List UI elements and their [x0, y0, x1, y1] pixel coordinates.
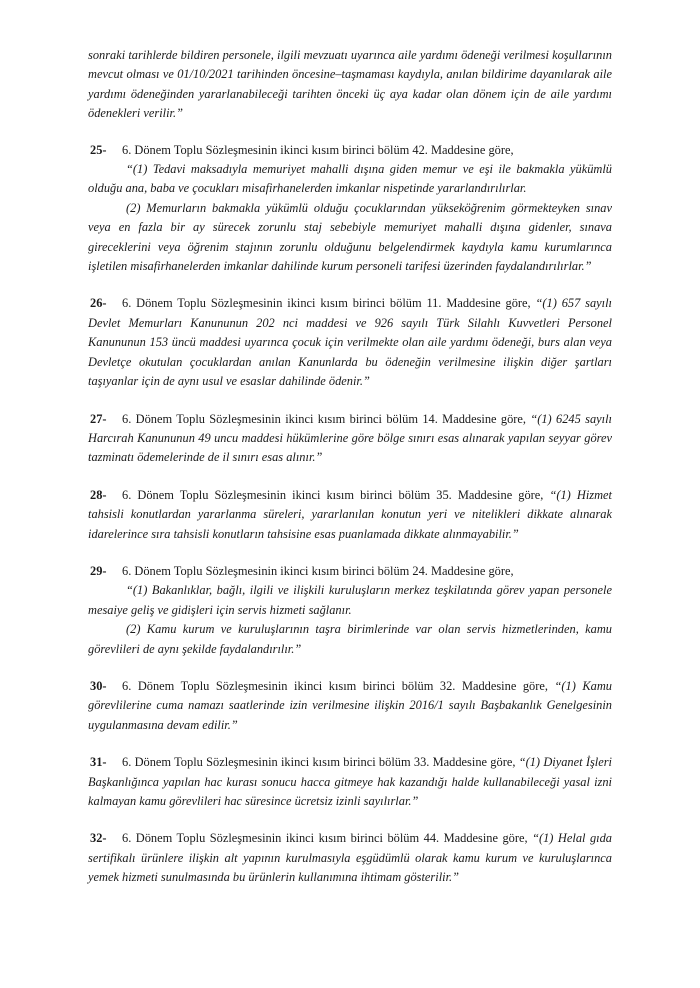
article-lead-text: 6. Dönem Toplu Sözleşmesinin ikinci kısım birinci bölüm 24. Maddesine göre, — [122, 563, 514, 578]
article-lead-text: 6. Dönem Toplu Sözleşmesinin ikinci kısım birinci bölüm 35. Maddesine göre, — [122, 487, 544, 502]
intro-paragraph: sonraki tarihlerde bildiren personele, ilgili mevzuatı uyarınca aile yardımı ödeneği verilmesi koşullarının mevcut olması ve 01/10/2021 tarihinden öncesine–taşmaması kaydıyla, anılan bildirime dayanılarak aile yardımı ödeneğinden yararlanabileceği tarihten önceki üç aya kadar olan dönem için de aile yardımı ödenekleri verilir.” — [88, 48, 612, 121]
article-lead-text: 6. Dönem Toplu Sözleşmesinin ikinci kısım birinci bölüm 11. Maddesine göre, — [122, 296, 531, 311]
article-31 — [88, 753, 612, 811]
article-27 — [88, 410, 612, 468]
article-number: 32- — [90, 831, 107, 846]
article-number: 27- — [90, 411, 107, 426]
article-quote: “(1) 6245 sayılı Harcırah Kanununun 49 uncu maddesi hükümlerine göre bölge sınırı esas alınarak yapılan seyyar görev tazminatı ödemelerinde de il sınırı esas alınır.” — [88, 411, 612, 465]
article-number: 25- — [90, 142, 107, 157]
article-quote: “(1) 657 sayılı Devlet Memurları Kanununun 202 nci maddesi ve 926 sayılı Türk Silahlı Kuvvetleri Personel Kanununun 153 üncü maddesi uyarınca çocuk için verilmekte olan aile yardımı ödeneği, burs alan veya Devletçe okutulan çocuklardan anılan Kanunlarda bu ödeneğin verilmesine ilişkin diğer şartları taşıyanlar için de aynı usul ve esaslar dahilinde ödenir.” — [88, 296, 612, 389]
article-clause: (2) Kamu kurum ve kuruluşlarının taşra birimlerinde var olan servis hizmetlerinden, kamu görevlileri de aynı şekilde faydalandırılır.” — [88, 622, 612, 656]
article-28 — [88, 486, 612, 544]
article-lead — [88, 294, 612, 391]
article-25 — [88, 141, 612, 277]
article-lead — [88, 753, 612, 811]
article-quote: “(1) Hizmet tahsisli konutlardan yararlanma süreleri, yararlanılan konutun yeri ve nitelikleri dikkate alınarak idarelerince sıra tahsisli konutların tahsisine esas puanlamada dikkate alınmayabilir.” — [88, 487, 612, 541]
article-lead-text: 6. Dönem Toplu Sözleşmesinin ikinci kısım birinci bölüm 42. Maddesine göre, — [122, 142, 514, 157]
article-32 — [88, 829, 612, 887]
article-lead-text: 6. Dönem Toplu Sözleşmesinin ikinci kısım birinci bölüm 32. Maddesine göre, — [122, 678, 548, 693]
article-lead-text: 6. Dönem Toplu Sözleşmesinin ikinci kısım birinci bölüm 44. Maddesine göre, — [122, 831, 528, 846]
article-number: 26- — [90, 296, 107, 311]
article-quote: “(1) Helal gıda sertifikalı ürünlere ilişkin alt yapının kurulmasıyla eşgüdümlü olarak kamu kurum ve kuruluşlarınca yemek hizmeti sunulmasında bu ürünlerin kullanımına ihtimam gösterilir.” — [88, 831, 612, 885]
article-number: 30- — [90, 678, 107, 693]
article-30 — [88, 677, 612, 735]
article-lead — [88, 562, 612, 581]
article-quote: “(1) Kamu görevlilerine cuma namazı saatlerinde izin verilmesine ilişkin 2016/1 sayılı Başbakanlık Genelgesinin uygulanmasına devam edilir.” — [88, 678, 612, 732]
article-number: 28- — [90, 487, 107, 502]
article-lead — [88, 410, 612, 468]
article-29 — [88, 562, 612, 659]
article-number: 29- — [90, 563, 107, 578]
article-lead — [88, 829, 612, 887]
article-list — [88, 141, 612, 888]
article-lead — [88, 677, 612, 735]
article-quote: “(1) Diyanet İşleri Başkanlığınca yapılan hac kurası sonucu hacca gitmeye hak kazandığı halde kullanabileceği yasal izni kalmayan kamu görevlileri hac süresince ücretsiz izinli sayılırlar.” — [88, 755, 612, 808]
article-clause: (2) Memurların bakmakla yükümlü olduğu çocuklarından yükseköğrenim görmekteyken sınav veya en fazla bir ay sürecek zorunlu staj sebebiyle memuriyet mahalli dışına gidenler, sınava gireceklerini veya öğrenim stajının zorunlu olduğunu belgelendirmek kaydıyla kamu kurumlarınca işletilen misafirhanelerden imkanlar dahilinde kurum personeli tarifesi üzerinden faydalandırılırlar.” — [88, 200, 612, 274]
article-clause: “(1) Tedavi maksadıyla memuriyet mahalli dışına giden memur ve eşi ile bakmakla yükümlü olduğu ana, baba ve çocukları misafirhanelerden imkanlar nispetinde yararlandırılırlar. — [88, 162, 612, 196]
article-number: 31- — [90, 755, 107, 770]
article-lead — [88, 141, 612, 160]
article-clause: “(1) Bakanlıklar, bağlı, ilgili ve ilişkili kuruluşların merkez teşkilatında görev yapan personele mesaiye geliş ve gidişleri için servis hizmeti sağlanır. — [88, 583, 612, 617]
article-lead — [88, 486, 612, 544]
article-26 — [88, 294, 612, 391]
article-lead-text: 6. Dönem Toplu Sözleşmesinin ikinci kısım birinci bölüm 14. Maddesine göre, — [122, 411, 526, 426]
article-lead-text: 6. Dönem Toplu Sözleşmesinin ikinci kısım birinci bölüm 33. Maddesine göre, — [122, 755, 516, 770]
